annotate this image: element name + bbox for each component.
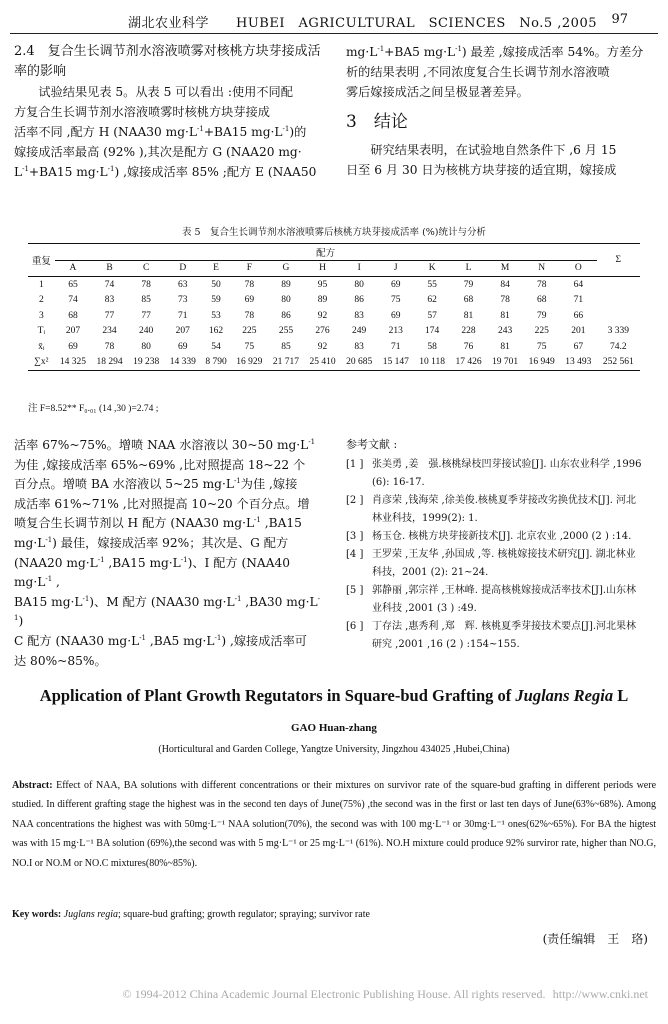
table-cell: 69 (391, 279, 401, 290)
table-cell: 21 717 (268, 355, 305, 371)
table-cell: 80 (354, 279, 364, 290)
reference-text: 王罗荣 ,王友华 ,孙国成 ,等. 核桃嫁接技术研究[J]. 湖北林业 (372, 549, 636, 560)
table-col-head: N (523, 260, 560, 277)
table-cell: 83 (354, 341, 364, 352)
table-cell: 207 (65, 326, 81, 337)
paragraph-line: 成活率 61%~71% ,比对照提高 10~20 个百分点。增 (14, 496, 310, 511)
table-5 (28, 243, 640, 371)
table-cell: 86 (354, 295, 364, 306)
table-row (28, 355, 640, 371)
table-cell: 81 (500, 310, 510, 321)
table-cell: 76 (463, 341, 474, 352)
table-row-label: x̄ᵢ (38, 341, 45, 352)
reference-text: 郭静丽 ,郭宗祥 ,王林峰. 提高核桃嫁接成活率技术[J].山东林 (372, 585, 637, 596)
copyright-text: © 1994-2012 China Academic Journal Electronic Publishing House. All rights reserved. (122, 987, 546, 1001)
table-cell: 55 (427, 279, 437, 290)
table-cell: 50 (211, 279, 221, 290)
table-cell: 18 294 (91, 355, 128, 371)
table-cell: 74 (104, 279, 115, 290)
table-cell-sum: 252 561 (597, 355, 640, 371)
table-cell: 225 (534, 326, 549, 337)
reference-number: [5 ] (346, 585, 364, 596)
table-cell: 80 (281, 295, 291, 306)
table-cell: 228 (461, 326, 476, 337)
paragraph-line: 喷复合生长调节剂以 H 配方 (NAA30 $mg\cdot L^{-1}$ ,BA15 (14, 516, 302, 531)
left-column-bottom (14, 436, 324, 671)
reference-text: 林业科技，1999(2): 1. (372, 513, 478, 524)
table-cell: 243 (497, 326, 513, 337)
reference-item (346, 492, 658, 528)
paragraph-line: BA15 $mg\cdot L^{-1}$)、M 配方 (NAA30 $mg\cdot L^{-1}$ ,BA30 $mg\cdot L^{-1}$) (14, 594, 320, 629)
table-row-label: 1 (38, 279, 44, 290)
table-cell: 59 (211, 295, 221, 306)
table-cell: 69 (178, 341, 188, 352)
table-col-head: J (377, 260, 414, 277)
table-cell: 73 (178, 295, 188, 306)
header-rule (10, 33, 658, 34)
table-cell: 16 929 (231, 355, 268, 371)
table-head-replicate: 重复 (28, 244, 55, 277)
table-col-head: L (450, 260, 487, 277)
table-cell: 69 (391, 310, 401, 321)
english-author: GAO Huan-zhang (291, 722, 377, 734)
table-row-label: ∑x² (28, 355, 55, 371)
paragraph-line: $mg\cdot L^{-1}+BA5$ $mg\cdot L^{-1}$) 最差 ,嫁接成活率 54%。方差分 (346, 44, 644, 59)
table-caption: 表 5 复合生长调节剂水溶液喷雾后核桃方块芽接成活率 (%)统计与分析 (181, 227, 487, 238)
table-cell: 75 (536, 341, 547, 352)
table-cell: 78 (500, 295, 510, 306)
table-cell: 25 410 (304, 355, 341, 371)
table-col-head: M (487, 260, 524, 277)
table-cell: 80 (141, 341, 151, 352)
paragraph-line: 达 80%~85%。 (14, 653, 107, 668)
reference-text: 研究 ,2001 ,16 (2 ) :154~155. (372, 639, 520, 650)
table-col-head: K (414, 260, 450, 277)
table-row (28, 308, 640, 324)
table-cell-sum: 3 339 (607, 326, 629, 337)
table-cell: 78 (536, 279, 547, 290)
reference-item (346, 546, 658, 582)
reference-item (346, 528, 658, 546)
table-cell: 19 238 (128, 355, 165, 371)
paragraph-line: 方复合生长调节剂水溶液喷雾时核桃方块芽接成 (14, 105, 270, 119)
english-keywords (12, 909, 656, 920)
table-col-head: H (304, 260, 341, 277)
table-cell: 81 (500, 341, 510, 352)
reference-text: 业科技 ,2001 (3 ) :49. (372, 603, 477, 614)
journal-header: 湖北农业科学 HUBEI AGRICULTURAL SCIENCES No.5 ,2005 (128, 16, 597, 31)
reference-text: 丁存法 ,惠秀利 ,郑 辉. 核桃夏季芽接技术要点[J].河北果林 (372, 621, 637, 632)
table-row (28, 339, 640, 355)
page-number: 97 (611, 12, 628, 27)
right-column-top (346, 42, 658, 180)
table-row-label: 2 (38, 295, 44, 306)
table-cell: 57 (427, 310, 437, 321)
keywords-italic: Juglans regia (63, 909, 119, 920)
table-cell: 255 (278, 326, 294, 337)
table-cell: 78 (244, 310, 255, 321)
paragraph-line: (NAA20 $mg\cdot L^{-1}$ ,BA15 $mg\cdot L^{-1}$)、I 配方 (NAA40 $mg\cdot L^{-1}$ , (14, 555, 291, 590)
paragraph-line: 雾后嫁接成活之间呈极显著差异。 (346, 85, 529, 99)
table-cell: 10 118 (414, 355, 450, 371)
table-cell: 86 (281, 310, 291, 321)
table-cell: 77 (141, 310, 151, 321)
reference-item (346, 456, 658, 492)
table-row (28, 293, 640, 309)
table-cell: 71 (573, 295, 584, 306)
table-cell: 92 (317, 310, 328, 321)
table-row-label: Tᵢ (37, 326, 45, 337)
table-cell: 69 (244, 295, 255, 306)
abstract-label: Abstract: (12, 780, 53, 791)
table-cell: 201 (571, 326, 586, 337)
table-cell: 234 (102, 326, 117, 337)
section-heading-2-4: 2.4 复合生长调节剂水溶液喷雾对核桃方块芽接成活率的影响 (14, 44, 321, 79)
table-cell: 89 (281, 279, 291, 290)
table-cell-sum (597, 293, 640, 309)
table-cell: 15 147 (377, 355, 414, 371)
table-cell: 13 493 (560, 355, 597, 371)
paragraph-line: 试验结果见表 5。从表 5 可以看出 :使用不同配 (38, 85, 293, 99)
table-cell: 20 685 (341, 355, 378, 371)
paragraph-line: 活率 67%~75%。增喷 NAA 水溶液以 30~50 $mg\cdot L^{-1}$ (14, 437, 316, 452)
table-row (28, 324, 640, 340)
table-col-head: O (560, 260, 597, 277)
paragraph-line: 析的结果表明 ,不同浓度复合生长调节剂水溶液喷 (346, 65, 610, 79)
table-cell: 68 (463, 295, 474, 306)
table-cell: 71 (391, 341, 401, 352)
table-cell: 62 (427, 295, 437, 306)
reference-text: (6): 16-17. (372, 477, 425, 488)
reference-item (346, 618, 658, 654)
paragraph-line: $L^{-1}+BA15$ $mg\cdot L^{-1}$) ,嫁接成活率 85% ;配方 E (NAA50 (14, 164, 317, 179)
table-cell-sum (597, 308, 640, 324)
table-cell: 174 (425, 326, 440, 337)
table-cell: 66 (573, 310, 584, 321)
paragraph-line: 活率不同 ,配方 H (NAA30 $mg\cdot L^{-1}+BA15$ $mg\cdot L^{-1}$)的 (14, 124, 307, 139)
table-cell: 77 (104, 310, 115, 321)
table-row (28, 277, 640, 293)
paragraph-line: C 配方 (NAA30 $mg\cdot L^{-1}$ ,BA5 $mg\cdot L^{-1}$) ,嫁接成活率可 (14, 633, 307, 648)
table-cell: 276 (315, 326, 330, 337)
reference-number: [1 ] (346, 459, 364, 470)
table-cell: 17 426 (450, 355, 487, 371)
table-cell: 84 (500, 279, 510, 290)
table-cell: 78 (104, 341, 115, 352)
table-cell: 19 701 (487, 355, 524, 371)
table-cell: 79 (536, 310, 547, 321)
table-cell: 58 (427, 341, 437, 352)
table-cell: 240 (139, 326, 154, 337)
table-cell: 64 (573, 279, 584, 290)
paragraph-line: 百分点。增喷 BA 水溶液以 5~25 $mg\cdot L^{-1}$为佳 ,嫁接 (14, 477, 298, 492)
table-col-head: E (201, 260, 231, 277)
table-row-label: 3 (38, 310, 44, 321)
paragraph-line: 研究结果表明，在试验地自然条件下 ,6 月 15 (370, 143, 617, 157)
table-cell: 92 (317, 341, 328, 352)
copyright-footer (0, 987, 668, 1002)
table-col-head: I (341, 260, 378, 277)
table-cell: 78 (244, 279, 255, 290)
table-head-formula: 配方 (55, 244, 597, 261)
table-cell: 85 (281, 341, 291, 352)
keywords-label: Key words: (12, 909, 62, 920)
abstract-text: Effect of NAA, BA solutions with different concentrations or their mixtures on survivor rate of the square-bud grafting in different periods were studied. In different grafting stage the highest was in the second ten days of June(75%) ,the second was in the first or last ten days of June(63%~68%). Among NAA concentrations the highest was with 50mg·L⁻¹ NAA solution(70%), the second was with 100 mg·L⁻¹ or 30mg·L⁻¹ ones(62%~65%). For BA the higtest was with 15 mg·L⁻¹ BA solution (69%),the second was with 5 mg·L⁻¹ or 25 mg·L⁻¹ (61%). NO.H mixture could produce 92% surviror rate, higher than NO.G, NO.I or NO.M or NO.C mixtures(80%~85%). (12, 780, 657, 869)
table-cell: 8 790 (201, 355, 231, 371)
reference-item (346, 582, 658, 618)
table-cell: 63 (178, 279, 188, 290)
table-cell: 83 (354, 310, 364, 321)
table-cell: 69 (68, 341, 78, 352)
editor-note: (责任编辑 王 珞) (542, 932, 648, 946)
table-cell: 79 (463, 279, 474, 290)
table-cell: 68 (536, 295, 547, 306)
reference-number: [2 ] (346, 495, 364, 506)
table-cell: 89 (317, 295, 328, 306)
table-cell: 54 (211, 341, 221, 352)
english-abstract (12, 776, 656, 873)
table-cell: 75 (244, 341, 255, 352)
paragraph-line: 嫁接成活率最高 (92% ),其次是配方 G (NAA20 mg· (14, 145, 302, 159)
table-cell: 81 (463, 310, 474, 321)
table-col-head: C (128, 260, 165, 277)
references (346, 436, 658, 654)
table-cell: 67 (573, 341, 584, 352)
table-cell: 85 (141, 295, 151, 306)
reference-number: [4 ] (346, 549, 364, 560)
table-cell: 68 (68, 310, 78, 321)
left-column-top (14, 42, 324, 182)
english-affiliation: (Horticultural and Garden College, Yangtze University, Jingzhou 434025 ,Hubei,China) (158, 744, 510, 755)
reference-text: 张美勇 ,姜 强.核桃绿枝凹芽接试验[J]. 山东农业科学 ,1996 (372, 459, 642, 470)
table-cell: 71 (178, 310, 188, 321)
table-head-sigma: Σ (597, 244, 640, 277)
table-cell: 53 (211, 310, 221, 321)
table-cell: 75 (391, 295, 401, 306)
reference-number: [3 ] (346, 531, 364, 542)
table-cell: 249 (352, 326, 367, 337)
paragraph-line: 为佳 ,嫁接成活率 65%~69% ,比对照提高 18~22 个 (14, 457, 306, 472)
reference-text: 肖彦荣 ,钱海荣 ,徐美俊.核桃夏季芽接改劣换优技术[J]. 河北 (372, 495, 637, 506)
table-cell: 14 339 (164, 355, 201, 371)
english-title: Application of Plant Growth Regutators in Square-bud Grafting of Juglans Regia L (39, 686, 629, 705)
paragraph-line: $mg\cdot L^{-1}$) 最佳，嫁接成活率 92%；其次是、G 配方 (14, 535, 289, 550)
table-cell: 14 325 (55, 355, 92, 371)
table-cell: 225 (242, 326, 257, 337)
table-col-head: B (91, 260, 128, 277)
paragraph-line: 日至 6 月 30 日为核桃方块芽接的适宜期，嫁接成 (346, 163, 617, 177)
table-cell: 78 (141, 279, 151, 290)
reference-number: [6 ] (346, 621, 364, 632)
table-cell: 162 (208, 326, 224, 337)
table-col-head: G (268, 260, 305, 277)
references-title: 参考文献 : (346, 438, 398, 451)
section-heading-3: 3 结论 (346, 112, 408, 132)
table-cell: 74 (68, 295, 78, 306)
table-col-head: A (55, 260, 92, 277)
keywords-text: ; square-bud grafting; growth regulator; spraying; survivor rate (118, 909, 370, 920)
table-cell: 95 (317, 279, 328, 290)
table-cell-sum: 74.2 (610, 341, 627, 352)
table-cell: 83 (104, 295, 115, 306)
reference-text: 科技，2001 (2): 21~24. (372, 567, 489, 578)
table-cell-sum (597, 277, 640, 293)
table-col-head: F (231, 260, 268, 277)
table-cell: 65 (68, 279, 78, 290)
table-cell: 213 (388, 326, 403, 337)
reference-text: 杨玉仓. 核桃方块芽接新技术[J]. 北京农业 ,2000 (2 ) :14. (372, 531, 632, 542)
table-cell: 16 949 (523, 355, 560, 371)
table-note: 注 F=8.52** F₀.₀₁ (14 ,30 )=2.74 ; (28, 404, 159, 414)
table-cell: 207 (175, 326, 190, 337)
footer-url[interactable]: http://www.cnki.net (552, 987, 648, 1001)
table-col-head: D (164, 260, 201, 277)
running-header (0, 10, 668, 32)
